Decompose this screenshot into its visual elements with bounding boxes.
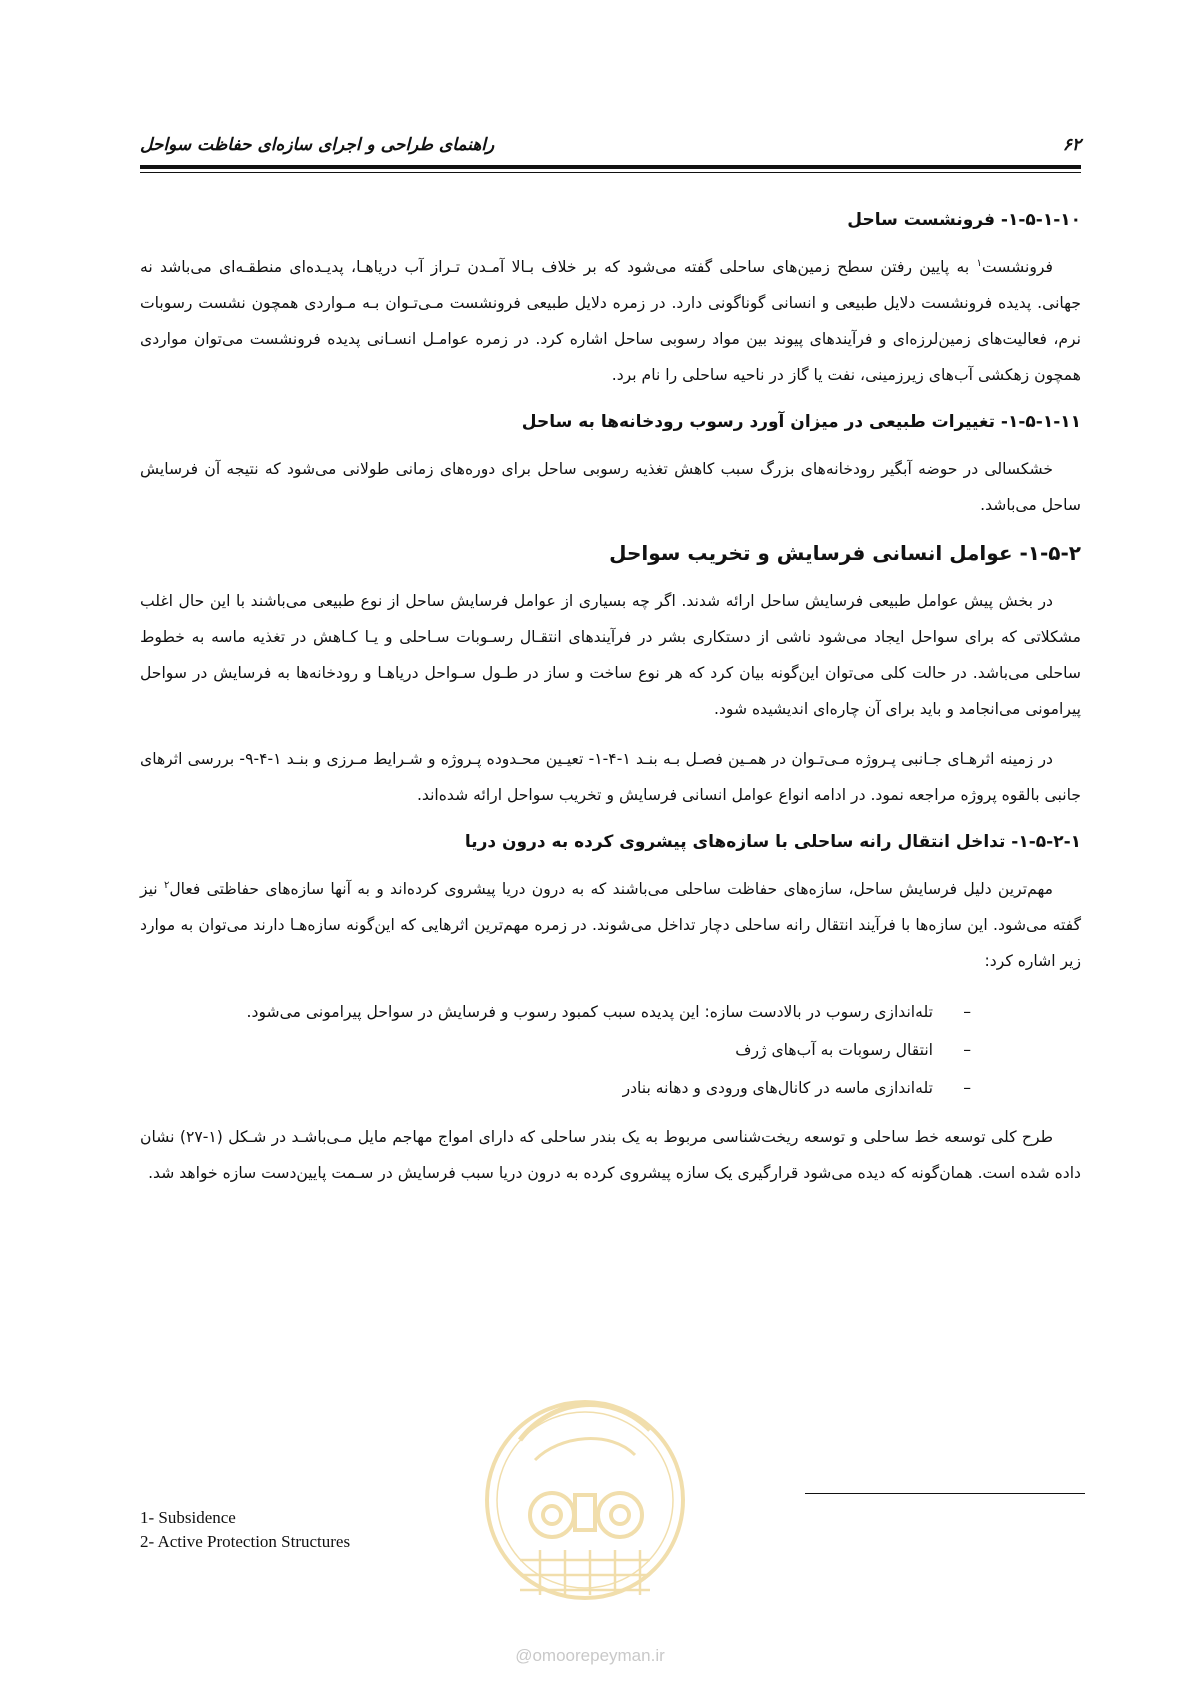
section-subsidence <box>140 205 1081 393</box>
bullet-list <box>140 993 1081 1107</box>
paragraph-text: مهم‌ترین دلیل فرسایش ساحل، سازه‌های حفاظت ساحلی می‌باشند که به درون دریا پیشروی کرده‌اند و به آنها سازه‌های حفاظتی فعال <box>169 880 1054 898</box>
footnote-marker: ۱ <box>976 257 982 269</box>
running-header <box>140 128 1081 162</box>
footnote-rule <box>805 1493 1085 1494</box>
header-rule <box>140 165 1081 169</box>
watermark-url: @omoorepeyman.ir <box>515 1646 665 1665</box>
header-rule-thin <box>140 172 1081 173</box>
section-heading: ۱-۵-۱-۱۰- فرونشست ساحل <box>847 210 1081 230</box>
list-item-text: انتقال رسوبات به آب‌های ژرف <box>735 1041 933 1059</box>
paragraph: در بخش پیش عوامل طبیعی فرسایش ساحل ارائه شدند. اگر چه بسیاری از عوامل فرسایش ساحل از نوع طبیعی می‌باشند با این حال اغلب مشکلاتی که برای سواحل ایجاد می‌شود ناشی از دستکاری بشر در فرآیندهای انتقـال رسـوبات سـاحلی و یـا کـاهش در تغذیه ماسه به خطوط ساحلی می‌باشد. در حالت کلی می‌توان این‌گونه بیان کرد که هر نوع ساخت و ساز در طـول سـواحل دریاهـا و رودخانه‌ها به فرسایش در سواحل پیرامونی می‌انجامد و باید برای آن چاره‌ای اندیشیده شود. <box>140 592 1081 718</box>
footnote-marker: ۲ <box>163 879 170 891</box>
book-title: راهنمای طراحی و اجرای سازه‌ای حفاظت سواحل <box>140 135 495 155</box>
paragraph-text: فرونشست <box>981 258 1053 276</box>
section-heading: ۱-۵-۲- عوامل انسانی فرسایش و تخریب سواحل <box>609 541 1081 565</box>
section-littoral-drift <box>140 827 1081 1191</box>
section-human-factors <box>140 537 1081 813</box>
footnote: 2- Active Protection Structures <box>140 1532 351 1551</box>
list-item <box>140 1031 971 1069</box>
omoore-peyman-seal-icon <box>480 1380 690 1650</box>
list-item <box>140 1069 971 1107</box>
footnote: 1- Subsidence <box>140 1508 236 1527</box>
list-item <box>140 993 971 1031</box>
list-item-text: تله‌اندازی رسوب در بالادست سازه: این پدیده سبب کمبود رسوب و فرسایش در سواحل پیرامونی می‌شود. <box>246 1003 933 1021</box>
dash-bullet: – <box>963 1003 971 1021</box>
paragraph: طرح کلی توسعه خط ساحلی و توسعه ریخت‌شناسی مربوط به یک بندر ساحلی که دارای امواج مهاجم مایل مـی‌باشـد در شـکل (۱-۲۷) نشان داده شده است. همان‌گونه که دیده می‌شود قرارگیری یک سازه پیشروی کرده به درون دریا سبب فرسایش در سـمت پایین‌دست سازه خواهد شد. <box>140 1128 1081 1182</box>
page-number: ۶۲ <box>1062 135 1081 155</box>
section-heading: ۱-۵-۲-۱- تداخل انتقال رانه ساحلی با سازه‌های پیشروی کرده به درون دریا <box>464 832 1081 852</box>
document-body <box>140 205 1081 1205</box>
paragraph-text: نیز گفته می‌شود. این سازه‌ها با فرآیند انتقال رانه ساحلی دچار تداخل می‌شوند. در زمره مهم‌ترین اثرهایی که این‌گونه سازه‌هـا دارند می‌توان به موارد زیر اشاره کرد: <box>140 880 1081 970</box>
section-heading: ۱-۵-۱-۱۱- تغییرات طبیعی در میزان آورد رسوب رودخانه‌ها به ساحل <box>521 412 1081 432</box>
paragraph <box>140 871 1081 979</box>
list-item-text: تله‌اندازی ماسه در کانال‌های ورودی و دهانه بنادر <box>622 1079 933 1097</box>
paragraph <box>140 249 1081 393</box>
section-sediment-supply <box>140 407 1081 523</box>
paragraph: در زمینه اثرهـای جـانبی پـروژه مـی‌تـوان در همـین فصـل بـه بنـد ۱-۴-۱- تعیـین محـدوده پـروژه و شـرایط مـرزی و بنـد ۱-۴-۹- بررسی اثرهای جانبی بالقوه پروژه مراجعه نمود. در ادامه انواع عوامل انسانی فرسایش و تخریب سواحل ارائه شده‌اند. <box>140 750 1081 804</box>
footnotes <box>140 1506 350 1554</box>
dash-bullet: – <box>963 1079 971 1097</box>
paragraph-text: به پایین رفتن سطح زمین‌های ساحلی گفته می‌شود که بر خلاف بـالا آمـدن تـراز آب دریاهـا، پدیـده‌ای منطقـه‌ای می‌باشد نه جهانی. پدیده فرونشست دلایل طبیعی و انسانی گوناگونی دارد. در زمره دلایل طبیعی فرونشست مـی‌تـوان بـه مـواردی همچون نشست رسوبات نرم، فعالیت‌های زمین‌لرزه‌ای و فرآیندهای پیوند بین مواد رسوبی ساحل اشاره کرد. در زمره عوامـل انسـانی پدیده فرونشست می‌توان مواردی همچون زهکشی آب‌های زیرزمینی، نفت یا گاز در ناحیه ساحلی را نام برد. <box>140 258 1081 384</box>
paragraph: خشکسالی در حوضه آبگیر رودخانه‌های بزرگ سبب کاهش تغذیه رسوبی ساحل برای دوره‌های زمانی طولانی می‌شود که نتیجه آن فرسایش ساحل می‌باشد. <box>140 460 1081 514</box>
dash-bullet: – <box>963 1041 971 1059</box>
